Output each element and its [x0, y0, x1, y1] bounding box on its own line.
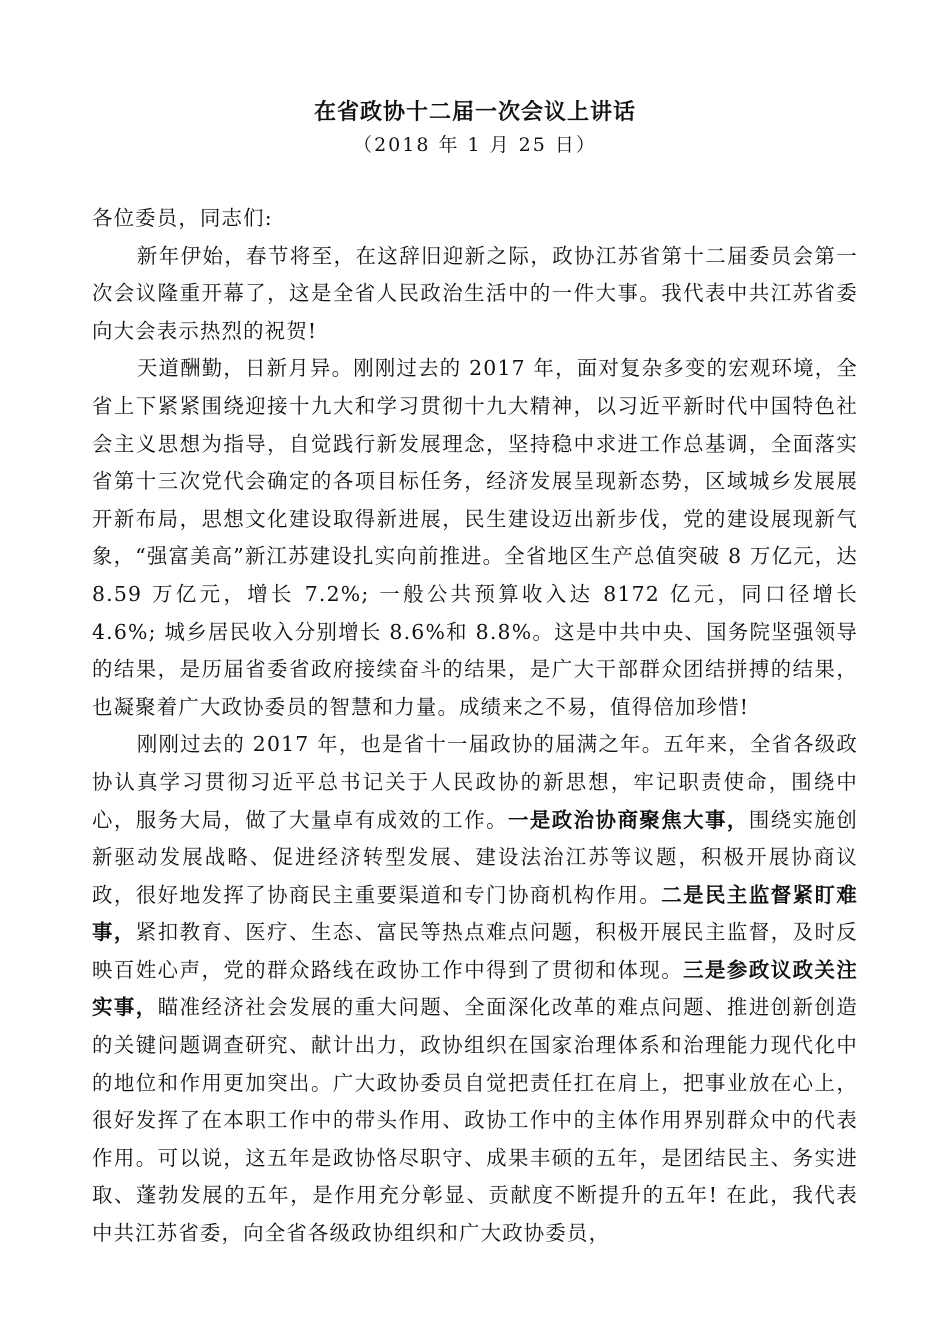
- point-three-heading: 三是参政议政关注实事，: [92, 957, 858, 1020]
- paragraph-opening: 新年伊始，春节将至，在这辞旧迎新之际，政协江苏省第十二届委员会第一次会议隆重开幕了，这是全省人民政治生活中的一件大事。我代表中共江苏省委向大会表示热烈的祝贺!: [92, 243, 858, 343]
- point-one-text: 围绕实施创新驱动发展战略、促进经济转型发展、建设法治江苏等议题，积极开展协商议政，很好地发挥了协商民主重要渠道和专门协商机构作用。: [92, 807, 858, 907]
- paragraph-five-years: [92, 726, 858, 1252]
- point-one-heading: 一是政治协商聚焦大事，: [507, 807, 749, 832]
- speech-date: （2018 年 1 月 25 日）: [353, 134, 597, 156]
- point-three-text: 瞄准经济社会发展的重大问题、全面深化改革的难点问题、推进创新创造的关键问题调查研究、献计出力，政协组织在国家治理体系和治理能力现代化中的地位和作用更加突出。广大政协委员自觉把责任扛在肩上，把事业放在心上，很好发挥了在本职工作中的带头作用、政协工作中的主体作用界别群众中的代表作用。可以说，这五年是政协恪尽职守、成果丰硕的五年，是团结民主、务实进取、蓬勃发展的五年，是作用充分彰显、贡献度不断提升的五年! 在此，我代表中共江苏省委，向全省各级政协组织和广大政协委员，: [92, 995, 858, 1246]
- point-two-heading: 二是民主监督紧盯难事，: [92, 882, 858, 945]
- paragraph-intro-text: 刚刚过去的 2017 年，也是省十一届政协的届满之年。五年来，全省各级政协认真学习贯彻习近平总书记关于人民政协的新思想，牢记职责使命，围绕中心，服务大局，做了大量卓有成效的工作。: [92, 732, 858, 832]
- document-body: [92, 200, 858, 1253]
- page-title: 在省政协十二届一次会议上讲话: [313, 99, 636, 125]
- point-two-text: 紧扣教育、医疗、生态、富民等热点难点问题，积极开展民主监督，及时反映百姓心声，党的群众路线在政协工作中得到了贯彻和体现。: [92, 920, 858, 982]
- paragraph-achievements: 天道酬勤，日新月异。刚刚过去的 2017 年，面对复杂多变的宏观环境，全省上下紧紧围绕迎接十九大和学习贯彻十九大精神，以习近平新时代中国特色社会主义思想为指导，自觉践行新发展理念，坚持稳中求进工作总基调，全面落实省第十三次党代会确定的各项目标任务，经济发展呈现新态势，区域城乡发展展开新布局，思想文化建设取得新进展，民生建设迈出新步伐，党的建设展现新气象，“强富美高”新江苏建设扎实向前推进。全省地区生产总值突破 8 万亿元，达 8.59 万亿元，增长 7.2%; 一般公共预算收入达 8172 亿元，同口径增长 4.6%; 城乡居民收入分别增长 8.6%和 8.8%。这是中共中央、国务院坚强领导的结果，是历届省委省政府接续奋斗的结果，是广大干部群众团结拼搏的结果，也凝聚着广大政协委员的智慧和力量。成绩来之不易，值得倍加珍惜!: [92, 356, 858, 719]
- salutation: 各位委员，同志们:: [92, 206, 273, 230]
